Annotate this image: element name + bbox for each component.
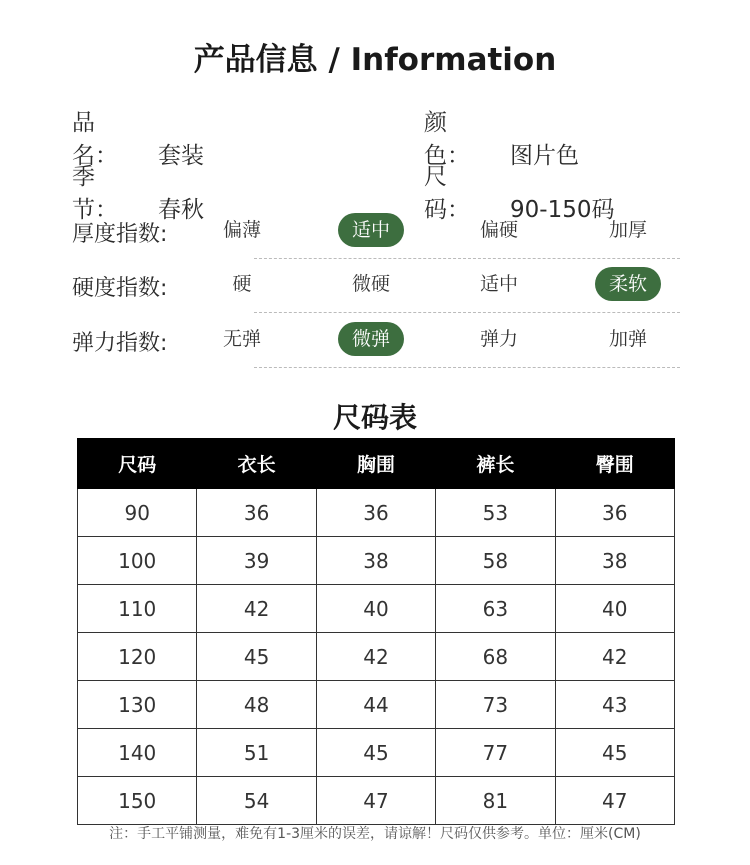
elasticity-option: 无弹 <box>222 328 261 350</box>
table-cell: 77 <box>436 729 555 777</box>
table-cell: 110 <box>78 585 197 633</box>
table-row <box>78 537 675 585</box>
table-cell: 38 <box>316 537 435 585</box>
table-cell: 47 <box>555 777 674 825</box>
table-cell: 45 <box>555 729 674 777</box>
dashed-divider <box>254 312 680 313</box>
table-cell: 120 <box>78 633 197 681</box>
elasticity-option: 加弹 <box>608 328 647 350</box>
table-cell: 51 <box>197 729 316 777</box>
column-header-length: 衣长 <box>197 439 316 489</box>
table-cell: 58 <box>436 537 555 585</box>
table-cell: 130 <box>78 681 197 729</box>
hardness-index-label: 硬度指数: <box>72 276 168 301</box>
elasticity-option: 微弹 <box>338 322 404 356</box>
info-name-label: 品 名： <box>72 110 118 169</box>
table-cell: 68 <box>436 633 555 681</box>
table-cell: 90 <box>78 489 197 537</box>
info-season-value: 春秋 <box>158 197 204 223</box>
info-size-value: 90-150码 <box>510 197 615 223</box>
table-row <box>78 489 675 537</box>
hardness-option: 微硬 <box>351 273 390 295</box>
table-row <box>78 633 675 681</box>
table-cell: 100 <box>78 537 197 585</box>
table-cell: 43 <box>555 681 674 729</box>
table-cell: 150 <box>78 777 197 825</box>
column-header-hip: 臀围 <box>555 439 674 489</box>
table-row <box>78 681 675 729</box>
thickness-option: 偏薄 <box>222 219 261 241</box>
dashed-divider <box>254 367 680 368</box>
thickness-index-row <box>72 213 680 253</box>
table-cell: 45 <box>316 729 435 777</box>
info-season-label: 季 节： <box>72 164 118 223</box>
table-row <box>78 585 675 633</box>
measurement-note: 注：手工平铺测量，难免有1-3厘米的误差，请谅解！尺码仅供参考。单位：厘米(CM) <box>109 826 641 842</box>
column-header-size: 尺码 <box>78 439 197 489</box>
table-cell: 36 <box>197 489 316 537</box>
table-cell: 63 <box>436 585 555 633</box>
table-cell: 47 <box>316 777 435 825</box>
elasticity-index-row <box>72 322 680 362</box>
dashed-divider <box>254 258 680 259</box>
table-cell: 40 <box>555 585 674 633</box>
table-cell: 81 <box>436 777 555 825</box>
info-color-value: 图片色 <box>510 143 579 169</box>
elasticity-option: 弹力 <box>479 328 518 350</box>
page-title: 产品信息 / Information <box>193 42 557 78</box>
column-header-pants-length: 裤长 <box>436 439 555 489</box>
table-cell: 140 <box>78 729 197 777</box>
thickness-index-label: 厚度指数: <box>72 222 168 247</box>
table-cell: 42 <box>316 633 435 681</box>
table-cell: 73 <box>436 681 555 729</box>
table-cell: 38 <box>555 537 674 585</box>
column-header-chest: 胸围 <box>316 439 435 489</box>
table-cell: 36 <box>316 489 435 537</box>
size-table <box>77 438 675 825</box>
table-cell: 44 <box>316 681 435 729</box>
info-name-value: 套装 <box>158 143 204 169</box>
thickness-option: 适中 <box>338 213 404 247</box>
info-size-label: 尺 码： <box>424 164 470 223</box>
thickness-option: 加厚 <box>608 219 647 241</box>
table-cell: 36 <box>555 489 674 537</box>
table-cell: 48 <box>197 681 316 729</box>
table-cell: 54 <box>197 777 316 825</box>
size-chart-title: 尺码表 <box>332 401 417 434</box>
thickness-option: 偏硬 <box>479 219 518 241</box>
table-row <box>78 777 675 825</box>
table-cell: 42 <box>197 585 316 633</box>
elasticity-index-label: 弹力指数: <box>72 331 168 356</box>
size-table-header-row <box>78 439 675 489</box>
table-cell: 40 <box>316 585 435 633</box>
hardness-option: 适中 <box>479 273 518 295</box>
table-cell: 39 <box>197 537 316 585</box>
hardness-option: 柔软 <box>595 267 661 301</box>
table-cell: 42 <box>555 633 674 681</box>
table-cell: 53 <box>436 489 555 537</box>
table-cell: 45 <box>197 633 316 681</box>
info-color-label: 颜 色： <box>424 110 470 169</box>
hardness-index-row <box>72 267 680 307</box>
hardness-option: 硬 <box>232 273 252 295</box>
table-row <box>78 729 675 777</box>
